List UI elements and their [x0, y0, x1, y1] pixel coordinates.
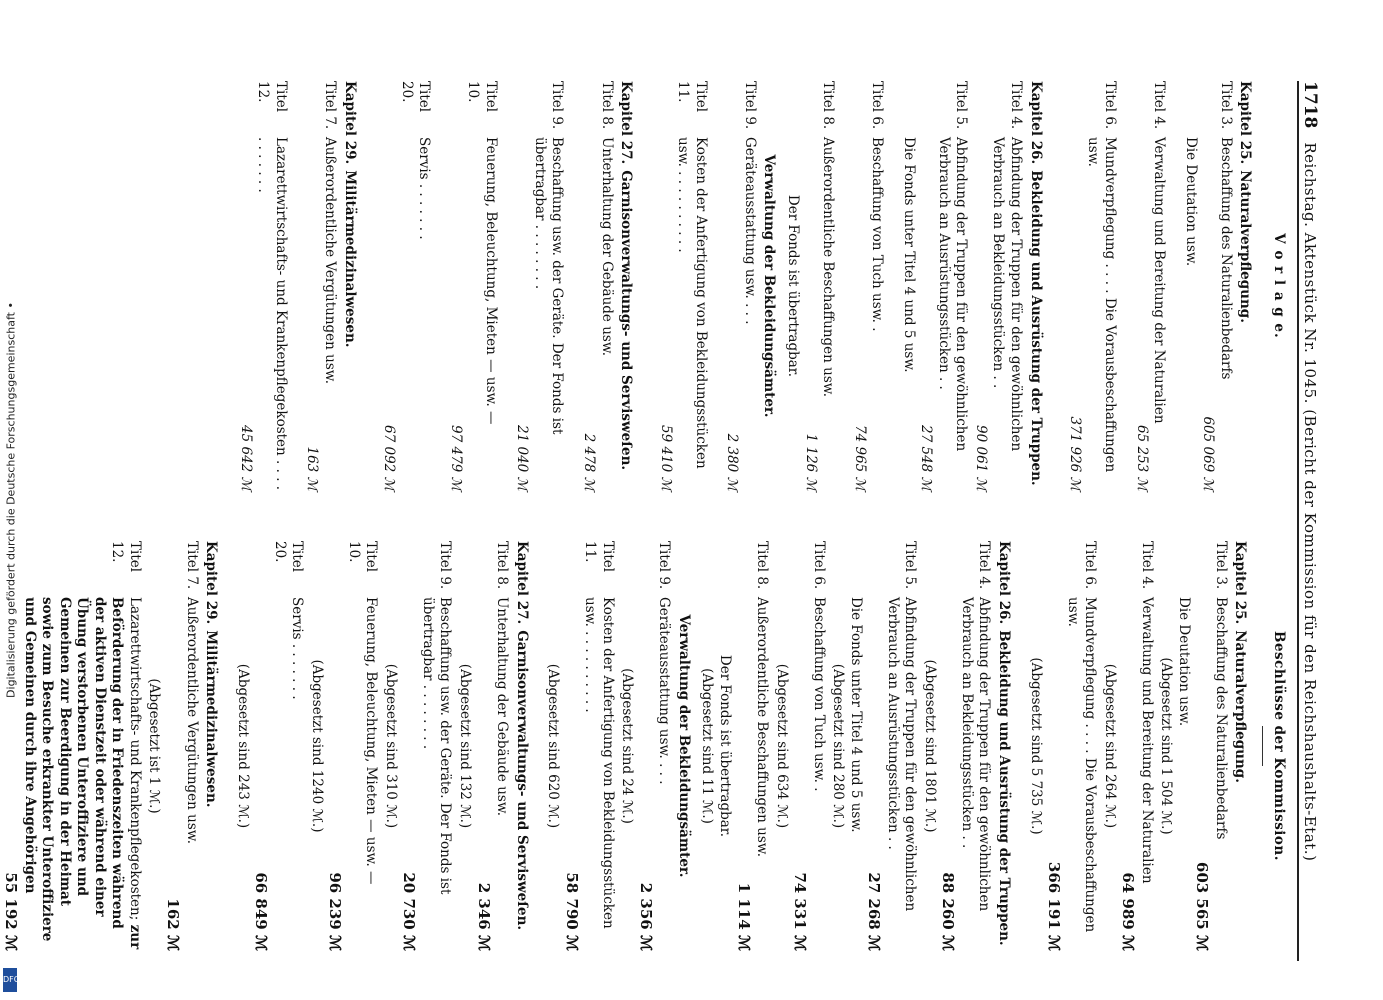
- chapter-heading: [1231, 541, 1249, 951]
- chapter-heading: [202, 541, 220, 951]
- title-text: Beschaffung von Tuch usw. .: [869, 137, 886, 332]
- amount: 74 331 ℳ: [791, 872, 810, 951]
- amount: 2 380 ℳ: [724, 433, 741, 491]
- title-entry: [397, 81, 432, 491]
- title-entry: [1211, 541, 1229, 951]
- title-text: Abfindung der Truppen für den gewöhnlichen Verbrauch an Bekleidungsstücken . .: [958, 597, 993, 912]
- title-text: Servis . . . . . . .: [416, 137, 433, 240]
- title-entry: [320, 81, 338, 491]
- title-text: Abfindung der Truppen für den gewöhnlichen Verbrauch an Ausrüstungsstücken . .: [935, 137, 970, 452]
- chapter-name: Bekleidung und Ausrüstung der Truppen.: [996, 630, 1013, 946]
- title-text-bold: zur Beförderung der in Friedenszeiten während der aktiven Dienstzeit oder während einer Übung verstorbenen Unteroffiziere und Gemeinen zur Beerdigung in der Heimat sowie zum Besuche erkrankter Unteroffiziere und Gemeinen durch ihre Angehörigen: [21, 597, 143, 950]
- amount: 21 040 ℳ: [514, 425, 531, 491]
- section-heading: Verwaltung der Bekleidungsämter.: [675, 614, 692, 878]
- amount: 64 989 ℳ: [1119, 872, 1138, 951]
- title-text: Mundverpflegung . . . . Die Vorausbeschaffungen usw.: [1084, 137, 1119, 473]
- title-entry: [674, 81, 709, 491]
- chapter-heading: [1026, 81, 1044, 491]
- chapter-number: Kapitel 25.: [1232, 541, 1249, 625]
- title-text: Kosten der Anfertigung von Bekleidungsstücken usw. . . . . . . . . . .: [675, 137, 709, 469]
- deduction-note: (Abgesetzt ist 1 ℳ.): [146, 678, 163, 814]
- amount: 90 061 ℳ: [972, 425, 989, 491]
- amount: 45 642 ℳ: [237, 425, 254, 491]
- deduction-note: (Abgesetzt sind 1240 ℳ.): [308, 659, 325, 833]
- title-label: Titel 7.: [183, 541, 200, 590]
- title-label: Titel 7.: [322, 81, 339, 130]
- amount: 88 260 ℳ: [939, 872, 958, 951]
- column-title: V o r l a g e.: [1271, 233, 1287, 339]
- chapter-heading: [512, 541, 530, 951]
- amount: 27 548 ℳ: [918, 425, 935, 491]
- chapter-name: Naturalverpflegung.: [1232, 630, 1249, 783]
- title-text: Geräteausstattung usw. . . .: [741, 137, 758, 325]
- amount: 1 114 ℳ: [734, 882, 753, 951]
- chapter-name: Garnisonverwaltungs- und Servisweſen.: [513, 630, 530, 931]
- title-entry: [740, 81, 758, 491]
- title-label: Titel 20.: [271, 541, 306, 573]
- title-label: Titel 8.: [820, 81, 837, 130]
- title-text: Außerordentliche Beschaffungen usw.: [820, 137, 837, 398]
- chapter-name: Bekleidung und Ausrüstung der Truppen.: [1027, 170, 1044, 486]
- title-text: Außerordentliche Beschaffungen usw.: [754, 597, 771, 858]
- chapter-number: Kapitel 29.: [341, 81, 358, 165]
- title-label: Titel 10.: [465, 81, 499, 113]
- title-label: Titel 6.: [1102, 81, 1119, 130]
- title-entry: [581, 541, 616, 951]
- page-header: [1297, 81, 1325, 961]
- deduction-note: (Abgesetzt sind 620 ℳ.): [545, 663, 562, 829]
- title-entry: [1083, 81, 1118, 491]
- amount: 74 965 ℳ: [851, 425, 868, 491]
- amount: 65 253 ℳ: [1133, 425, 1150, 491]
- chapter-heading: [1236, 81, 1254, 491]
- title-label: Titel 9.: [437, 541, 454, 590]
- note: Der Fonds ist übertragbar.: [717, 654, 734, 838]
- title-text-regular: Lazarettwirtschafts- und Krankenpflegekosten;: [126, 597, 143, 921]
- title-entry: [809, 541, 827, 951]
- amount: 66 849 ℳ: [252, 872, 271, 951]
- title-text: Verwaltung und Bereitung der Naturalien: [1151, 137, 1168, 424]
- title-entry: [597, 81, 615, 491]
- deduction-note: (Abgesetzt sind 132 ℳ.): [457, 663, 474, 829]
- chapter-number: Kapitel 27.: [618, 81, 635, 165]
- title-label: Titel 4.: [1007, 81, 1024, 130]
- amount: 2 346 ℳ: [474, 882, 493, 951]
- deduction-note: (Abgesetzt sind 310 ℳ.): [382, 663, 399, 829]
- title-label: Titel 12.: [255, 81, 289, 113]
- chapter-number: Kapitel 29.: [203, 541, 220, 625]
- page-number: 1718: [1300, 81, 1320, 129]
- title-label: Titel 8.: [598, 81, 615, 130]
- divider: [1262, 726, 1263, 766]
- title-label: Titel 11.: [582, 541, 616, 573]
- title-text: Außerordentliche Vergütungen usw.: [183, 597, 200, 844]
- chapter-number: Kapitel 26.: [1027, 81, 1044, 165]
- title-text: Beschaffung des Naturalienbedarfs: [1217, 137, 1234, 380]
- title-entry: [182, 541, 200, 951]
- title-text: Beschaffung usw. der Geräte. Der Fonds ist übertragbar . . . . . . . .: [419, 597, 454, 895]
- amount: 162 ℳ: [163, 898, 182, 951]
- title-label: Titel 8.: [754, 541, 771, 590]
- column-beschluesse: [0, 541, 1287, 951]
- title-label: Titel 3.: [1212, 541, 1229, 590]
- chapter-heading: [617, 81, 635, 491]
- title-text: Kosten der Anfertigung von Bekleidungsstücken usw. . . . . . . . . . .: [582, 597, 616, 929]
- title-text: Geräteausstattung usw. . . .: [656, 597, 673, 785]
- note: Die Deutation usw.: [1182, 137, 1199, 267]
- amount: 371 926 ℳ: [1067, 416, 1084, 491]
- title-text: Mundverpflegung . . . . Die Vorausbeschaffungen usw.: [1064, 597, 1099, 933]
- title-entry: [464, 81, 499, 491]
- chapter-name: Militärmedizinalwesen.: [341, 170, 358, 348]
- note: Der Fonds ist übertragbar.: [784, 194, 801, 378]
- running-title: Reichstag. Aktenstück Nr. 1045. (Bericht der Kommission für den Reichshaushalts-Etat.): [1301, 142, 1319, 862]
- title-label: Titel 11.: [675, 81, 709, 113]
- title-label: Titel 9.: [656, 541, 673, 590]
- title-text: [20, 597, 143, 951]
- deduction-note: (Abgesetzt sind 5 735 ℳ.): [1027, 657, 1044, 835]
- deduction-note: (Abgesetzt sind 24 ℳ.): [619, 668, 636, 824]
- dfg-logo: DFG: [3, 968, 17, 992]
- section-heading: Verwaltung der Bekleidungsämter.: [761, 154, 778, 418]
- amount: 20 730 ℳ: [400, 872, 419, 951]
- title-label: Titel 3.: [1217, 81, 1234, 130]
- chapter-number: Kapitel 26.: [996, 541, 1013, 625]
- deduction-note: (Abgesetzt sind 1 504 ℳ.): [1158, 657, 1175, 835]
- amount: 603 565 ℳ: [1193, 861, 1212, 951]
- title-label: Titel 5.: [902, 541, 919, 590]
- title-entry: [530, 81, 565, 491]
- title-label: Titel 6.: [810, 541, 827, 590]
- amount: 605 069 ℳ: [1200, 416, 1217, 491]
- title-label: Titel 8.: [494, 541, 511, 590]
- title-text: Beschaffung des Naturalienbedarfs: [1212, 597, 1229, 840]
- title-text: Beschaffung von Tuch usw. .: [810, 597, 827, 792]
- title-text: Unterhaltung der Gebäude usw.: [598, 137, 615, 357]
- chapter-heading: [340, 81, 358, 491]
- title-text: Beschaffung usw. der Geräte. Der Fonds ist übertragbar . . . . . . . .: [531, 137, 566, 435]
- chapter-name: Naturalverpflegung.: [1237, 170, 1254, 323]
- amount: 96 239 ℳ: [326, 872, 345, 951]
- column-title: Beschlüsse der Kommission.: [1271, 631, 1287, 861]
- title-label: Titel 10.: [345, 541, 380, 573]
- chapter-name: Garnisonverwaltungs- und Servisweſen.: [618, 170, 635, 471]
- title-entry: [934, 81, 969, 491]
- title-entry: [1063, 541, 1098, 951]
- title-text: Außerordentliche Vergütungen usw.: [322, 137, 339, 384]
- deduction-note: (Abgesetzt sind 280 ℳ.): [830, 663, 847, 829]
- title-entry: [254, 81, 289, 491]
- note: Die Fonds unter Titel 4 und 5 usw.: [847, 597, 864, 833]
- deduction-note: (Abgesetzt sind 634 ℳ.): [773, 663, 790, 829]
- title-label: Titel 9.: [549, 81, 566, 130]
- title-text: Abfindung der Truppen für den gewöhnlichen Verbrauch an Bekleidungsstücken . .: [990, 137, 1024, 452]
- title-label: Titel 20.: [398, 81, 433, 113]
- amount: 67 092 ℳ: [381, 425, 398, 491]
- amount: 97 479 ℳ: [447, 425, 464, 491]
- title-text: Feuerung, Beleuchtung, Mieten — usw. —: [482, 137, 499, 425]
- title-entry: [493, 541, 511, 951]
- title-text: Verwaltung und Bereitung der Naturalien: [1138, 597, 1155, 884]
- amount: 55 192 ℳ: [2, 872, 21, 951]
- title-entry: [1150, 81, 1168, 491]
- title-label: Titel 4.: [976, 541, 993, 590]
- chapter-number: Kapitel 25.: [1237, 81, 1254, 165]
- title-entry: [1137, 541, 1155, 951]
- dfg-funding-note: Digitalisierung gefördert durch die Deutsche Forschungsgemeinschaft •: [4, 302, 18, 698]
- title-entry: [989, 81, 1024, 491]
- note: Die Fonds unter Titel 4 und 5 usw.: [900, 137, 917, 373]
- amount: 59 410 ℳ: [657, 425, 674, 491]
- column-vorlage: [236, 81, 1287, 491]
- title-label: Titel 9.: [741, 81, 758, 130]
- title-entry: [753, 541, 771, 951]
- chapter-name: Militärmedizinalwesen.: [203, 630, 220, 808]
- deduction-note: (Abgesetzt sind 1801 ℳ.): [921, 659, 938, 833]
- title-label: Titel 6.: [869, 81, 886, 130]
- title-text: Abfindung der Truppen für den gewöhnlichen Verbrauch an Ausrüstungsstücken . .: [884, 597, 919, 912]
- chapter-number: Kapitel 27.: [513, 541, 530, 625]
- title-entry: [655, 541, 673, 951]
- amount: 2 356 ℳ: [636, 882, 655, 951]
- amount: 58 790 ℳ: [562, 872, 581, 951]
- title-entry: [344, 541, 379, 951]
- amount: 366 191 ℳ: [1045, 861, 1064, 951]
- title-entry: [883, 541, 918, 951]
- title-text: Lazarettwirtschafts- und Krankenpflegekosten . . . . . . . . . . .: [255, 137, 289, 491]
- title-entry: [418, 541, 453, 951]
- title-label: Titel 4.: [1138, 541, 1155, 590]
- note: Die Deutation usw.: [1175, 597, 1192, 727]
- deduction-note: (Abgesetzt sind 264 ℳ.): [1101, 663, 1118, 829]
- title-text: Feuerung, Beleuchtung, Mieten — usw. —: [363, 597, 380, 885]
- deduction-note: (Abgesetzt sind 243 ℳ.): [234, 663, 251, 829]
- amount: 1 126 ℳ: [802, 433, 819, 491]
- title-label: Titel 12.: [109, 541, 143, 573]
- title-label: Titel 5.: [953, 81, 970, 130]
- title-entry: [1216, 81, 1234, 491]
- title-entry: [957, 541, 992, 951]
- amount: 27 268 ℳ: [865, 872, 884, 951]
- title-entry: [819, 81, 837, 491]
- title-label: Titel 4.: [1151, 81, 1168, 130]
- amount: 2 478 ℳ: [581, 433, 598, 491]
- title-entry: [270, 541, 305, 951]
- deduction-note: (Abgesetzt sind 11 ℳ.): [699, 668, 716, 824]
- title-text: Unterhaltung der Gebäude usw.: [494, 597, 511, 817]
- title-label: Titel 6.: [1082, 541, 1099, 590]
- chapter-heading: [994, 541, 1012, 951]
- amount: 163 ℳ: [304, 446, 321, 491]
- title-entry: [20, 541, 143, 951]
- title-entry: [868, 81, 886, 491]
- title-text: Servis . . . . . . .: [289, 597, 306, 700]
